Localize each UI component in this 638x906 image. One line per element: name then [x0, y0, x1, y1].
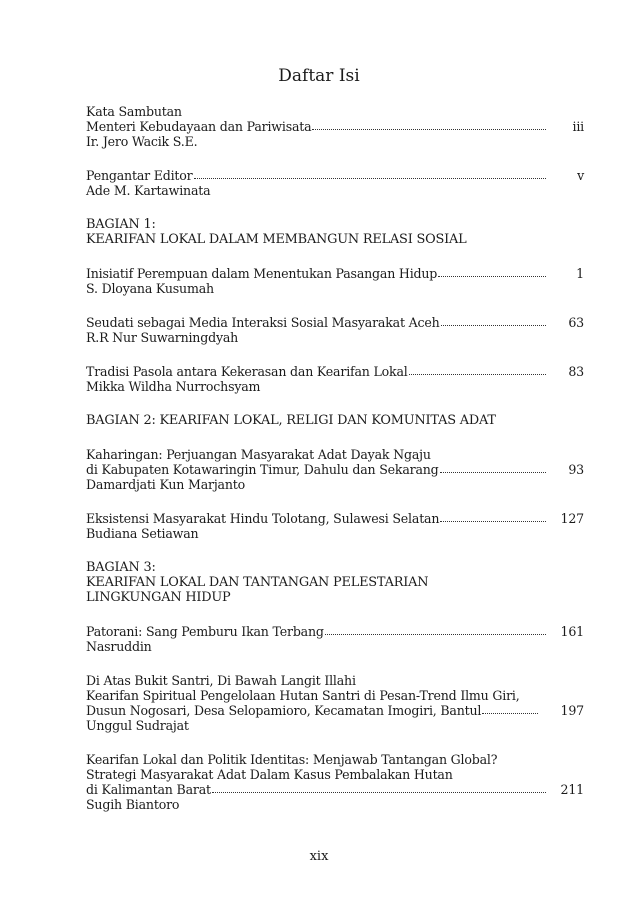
section-heading-line: KEARIFAN LOKAL DAN TANTANGAN PELESTARIAN [86, 575, 429, 590]
dot-leader [438, 276, 546, 277]
toc-entry-line: Mikka Wildha Nurrochsyam [86, 379, 261, 394]
toc-leader-line [86, 703, 584, 718]
dot-leader [194, 178, 547, 179]
dot-leader [440, 472, 546, 473]
toc-page-number: 161 [560, 624, 584, 639]
toc-entry [86, 104, 584, 149]
toc-section-heading [86, 413, 584, 428]
toc-page-number: 1 [576, 266, 584, 281]
toc-entry [86, 364, 584, 394]
toc-entry [86, 624, 584, 654]
section-heading-line: BAGIAN 1: [86, 217, 156, 232]
table-of-contents [86, 104, 584, 812]
toc-entry [86, 168, 584, 198]
toc-entry-line: Ade M. Kartawinata [86, 183, 211, 198]
toc-section-heading [86, 560, 584, 605]
toc-leader-line [86, 511, 584, 526]
toc-page-number: 211 [560, 782, 584, 797]
toc-entry-line: S. Dloyana Kusumah [86, 281, 214, 296]
toc-entry-text: Seudati sebagai Media Interaksi Sosial Masyarakat Aceh [86, 315, 440, 330]
toc-leader-line [86, 364, 584, 379]
toc-entry-text: di Kalimantan Barat [86, 782, 211, 797]
toc-leader-line [86, 624, 584, 639]
toc-entry-text: Pengantar Editor [86, 168, 193, 183]
toc-entry-line: R.R Nur Suwarningdyah [86, 330, 239, 345]
section-heading-line: KEARIFAN LOKAL DALAM MEMBANGUN RELASI SOSIAL [86, 232, 467, 247]
toc-entry-text: Eksistensi Masyarakat Hindu Tolotang, Sulawesi Selatan [86, 511, 440, 526]
toc-entry-line: Sugih Biantoro [86, 797, 180, 812]
section-heading-line: BAGIAN 3: [86, 560, 156, 575]
toc-page-number: 83 [568, 364, 584, 379]
toc-entry-line: Kaharingan: Perjuangan Masyarakat Adat Dayak Ngaju [86, 447, 431, 462]
toc-entry-line: Kearifan Lokal dan Politik Identitas: Menjawab Tantangan Global? [86, 752, 498, 767]
toc-entry [86, 266, 584, 296]
toc-entry-line: Kata Sambutan [86, 104, 182, 119]
toc-entry [86, 447, 584, 492]
toc-leader-line [86, 168, 584, 183]
toc-entry-text: Tradisi Pasola antara Kekerasan dan Kearifan Lokal [86, 364, 408, 379]
dot-leader [440, 521, 546, 522]
toc-page-number: 93 [568, 462, 584, 477]
toc-entry-text: Menteri Kebudayaan dan Pariwisata [86, 119, 312, 134]
toc-entry-line: Unggul Sudrajat [86, 718, 189, 733]
dot-leader [409, 374, 546, 375]
section-heading-line: BAGIAN 2: KEARIFAN LOKAL, RELIGI DAN KOMUNITAS ADAT [86, 413, 496, 428]
toc-page-number: 197 [560, 703, 584, 718]
dot-leader [441, 325, 546, 326]
toc-leader-line [86, 266, 584, 281]
toc-leader-line [86, 119, 584, 134]
toc-leader-line [86, 782, 584, 797]
page-number-footer: xix [309, 849, 329, 864]
toc-entry-line: Nasruddin [86, 639, 152, 654]
toc-entry-line: Strategi Masyarakat Adat Dalam Kasus Pembalakan Hutan [86, 767, 453, 782]
toc-entry [86, 752, 584, 812]
page-title: Daftar Isi [278, 66, 360, 86]
toc-entry [86, 315, 584, 345]
toc-leader-line [86, 315, 584, 330]
toc-entry-text: di Kabupaten Kotawaringin Timur, Dahulu dan Sekarang [86, 462, 439, 477]
dot-leader [212, 792, 546, 793]
dot-leader [312, 129, 546, 130]
toc-entry [86, 511, 584, 541]
toc-entry-line: Di Atas Bukit Santri, Di Bawah Langit Illahi [86, 673, 356, 688]
toc-entry-line: Budiana Setiawan [86, 526, 199, 541]
toc-entry-line: Damardjati Kun Marjanto [86, 477, 245, 492]
section-heading-line: LINGKUNGAN HIDUP [86, 590, 231, 605]
toc-entry-text: Inisiatif Perempuan dalam Menentukan Pasangan Hidup [86, 266, 438, 281]
toc-entry-text: Patorani: Sang Pemburu Ikan Terbang [86, 624, 324, 639]
toc-entry-text: Dusun Nogosari, Desa Selopamioro, Kecamatan Imogiri, Bantul [86, 703, 482, 718]
toc-entry-line: Ir. Jero Wacik S.E. [86, 134, 198, 149]
toc-section-heading [86, 217, 584, 247]
toc-page-number: iii [572, 119, 584, 134]
dot-leader [482, 713, 538, 714]
toc-entry [86, 673, 584, 733]
toc-leader-line [86, 462, 584, 477]
toc-entry-line: Kearifan Spiritual Pengelolaan Hutan Santri di Pesan-Trend Ilmu Giri, [86, 688, 520, 703]
dot-leader [325, 634, 546, 635]
toc-page-number: 63 [568, 315, 584, 330]
toc-page-number: 127 [560, 511, 584, 526]
toc-page-number: v [577, 168, 584, 183]
